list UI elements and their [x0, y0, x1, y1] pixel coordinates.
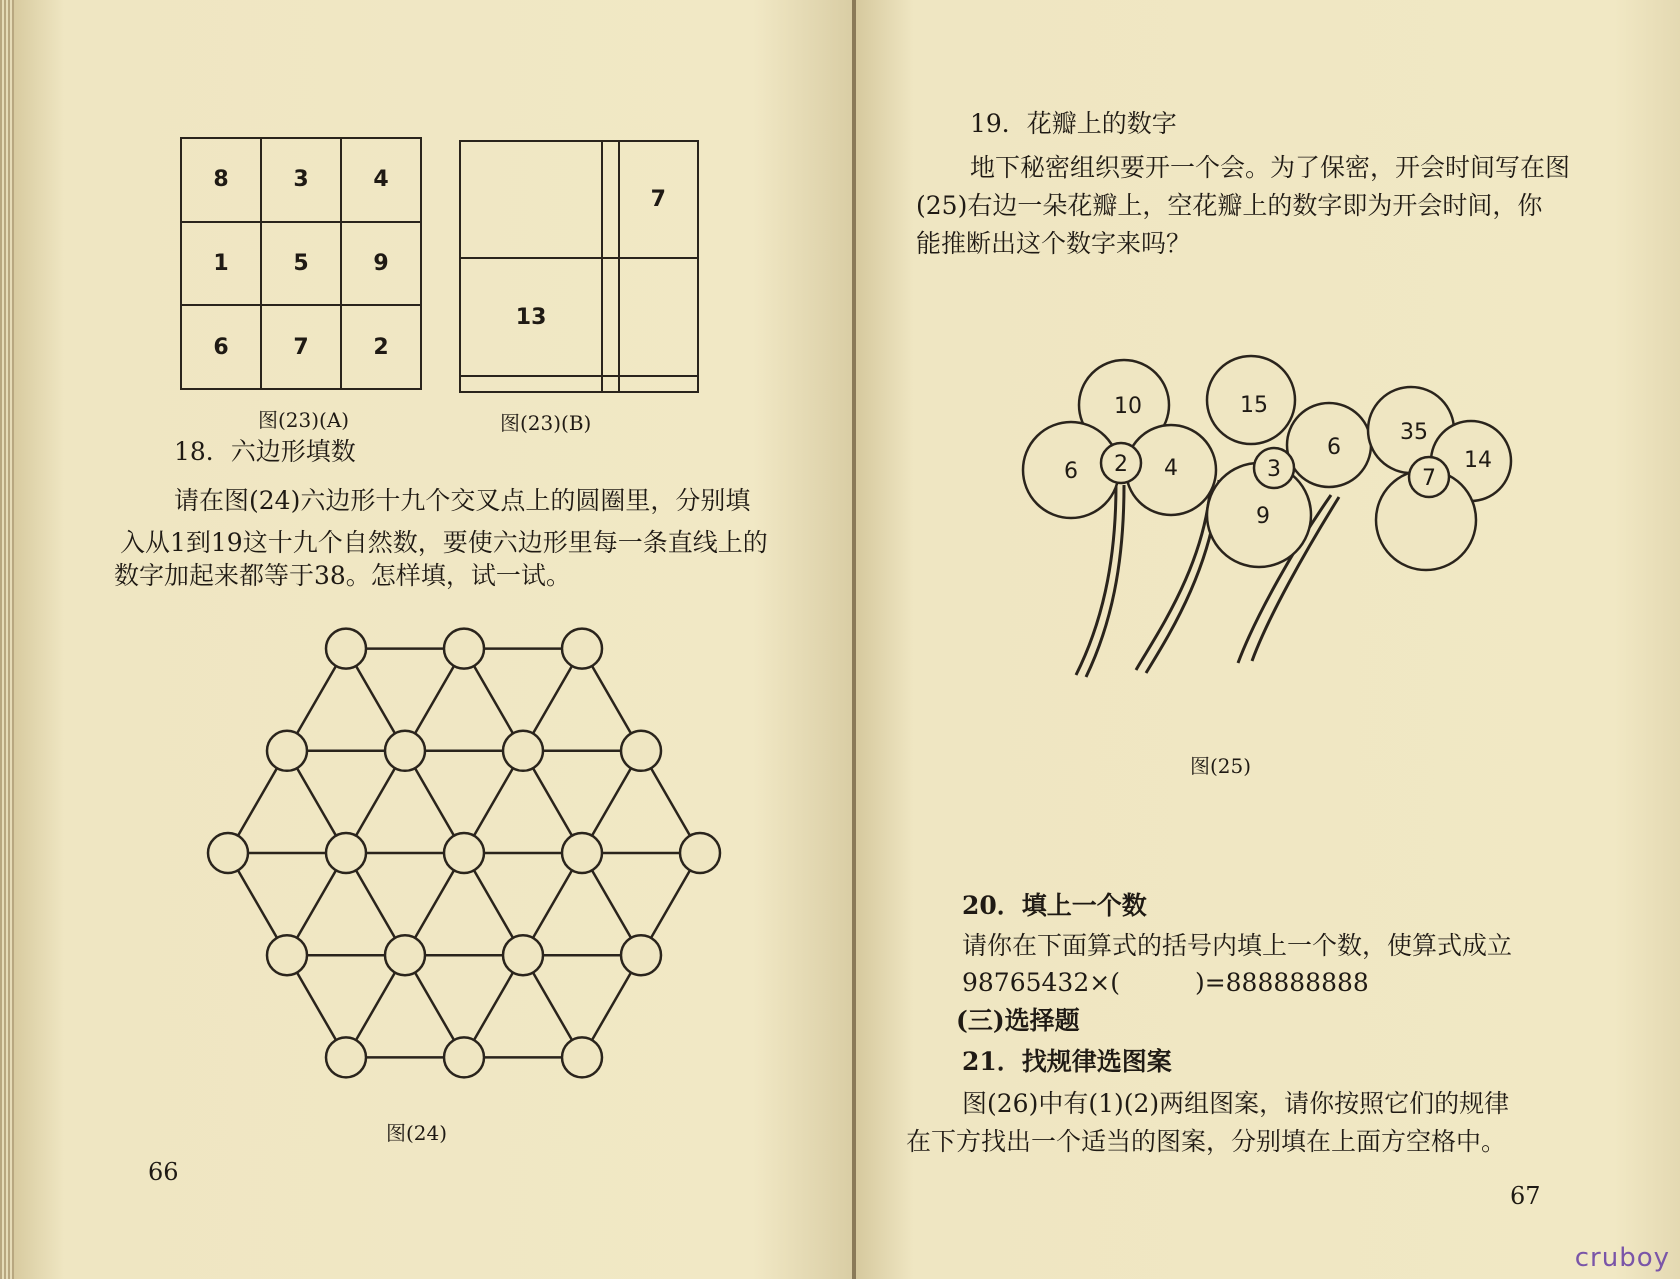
q18-line-1: 请在图(24)六边形十九个交叉点上的圆圈里，分别填: [174, 486, 751, 515]
q18-title: 18．六边形填数: [174, 437, 356, 466]
q20-line: 请你在下面算式的括号内填上一个数，使算式成立: [962, 931, 1513, 960]
hexagon-node-circle: [562, 833, 602, 873]
fig23b-caption: 图(23)(B): [500, 411, 592, 435]
petal-value: 15: [1240, 393, 1268, 418]
q19-line-2: (25)右边一朵花瓣上，空花瓣上的数字即为开会时间，你: [916, 191, 1543, 220]
hexagon-node-circle: [326, 629, 366, 669]
grid-cell: [602, 141, 618, 258]
center-value: 7: [1422, 466, 1436, 491]
q21-line-2: 在下方找出一个适当的图案，分别填在上面方空格中。: [906, 1127, 1507, 1156]
grid-cell: [460, 376, 602, 392]
petal-value: 10: [1114, 394, 1142, 419]
hexagon-node-circle: [267, 935, 307, 975]
center-value: 2: [1114, 452, 1128, 477]
petal-value: 4: [1164, 456, 1178, 481]
hexagon-node-circle: [621, 935, 661, 975]
grid-row: [460, 141, 698, 258]
q19-line-1: 地下秘密组织要开一个会。为了保密，开会时间写在图: [970, 153, 1571, 182]
magic-square-b: [459, 140, 699, 393]
q20-title: 20．填上一个数: [962, 891, 1147, 920]
hexagon-line: [464, 649, 641, 956]
grid-cell: 13: [460, 258, 602, 375]
hexagon-node-circle: [503, 731, 543, 771]
grid-row: [460, 258, 698, 375]
grid-cell: 4: [341, 138, 421, 222]
hexagon-line: [464, 751, 641, 1058]
grid-cell: 1: [181, 222, 261, 306]
grid-row: [181, 222, 421, 306]
q18-line-3: 数字加起来都等于38。怎样填，试一试。: [114, 561, 571, 590]
hexagon-node-circle: [444, 629, 484, 669]
fig25-caption: 图(25): [1190, 754, 1252, 778]
fig24-caption: 图(24): [386, 1121, 448, 1145]
hexagon-node-circle: [562, 629, 602, 669]
grid-row: [181, 305, 421, 389]
grid-cell: 9: [341, 222, 421, 306]
hexagon-line: [287, 751, 464, 1058]
section-3-title: (三)选择题: [956, 1006, 1080, 1035]
grid-cell: 7: [619, 141, 698, 258]
hexagon-node-circle: [444, 833, 484, 873]
petal-value: 9: [1256, 504, 1270, 529]
magic-square-a: [180, 137, 422, 390]
page-number-left: 66: [148, 1158, 179, 1186]
q19-line-3: 能推断出这个数字来吗？: [916, 229, 1192, 258]
flower-3: [1368, 387, 1511, 570]
watermark-logo: cruboy: [1574, 1243, 1670, 1273]
grid-cell: [619, 258, 698, 375]
flower-diagram: [1006, 345, 1492, 685]
q21-title: 21．找规律选图案: [962, 1047, 1172, 1076]
flower-1: [1023, 360, 1216, 518]
hexagon-diagram: [184, 615, 744, 1095]
grid-cell: 7: [261, 305, 341, 389]
page-edges: [0, 0, 14, 1279]
petal-value: 35: [1400, 420, 1428, 445]
grid-cell: 2: [341, 305, 421, 389]
left-page: [14, 0, 854, 1279]
hexagon-node-circle: [385, 731, 425, 771]
hexagon-node-circle: [385, 935, 425, 975]
grid-cell: 6: [181, 305, 261, 389]
hexagon-line: [287, 649, 464, 956]
grid-cell: [602, 376, 618, 392]
hexagon-node-circle: [326, 1037, 366, 1077]
grid-cell: 8: [181, 138, 261, 222]
hexagon-node-circle: [326, 833, 366, 873]
flower-2: [1207, 356, 1371, 567]
petal-value: 6: [1327, 435, 1341, 460]
grid-cell: [619, 376, 698, 392]
grid-cell: [460, 141, 602, 258]
hexagon-node-circle: [208, 833, 248, 873]
grid-row: [460, 376, 698, 392]
hexagon-node-circle: [621, 731, 661, 771]
hexagon-node-circle: [562, 1037, 602, 1077]
grid-cell: 5: [261, 222, 341, 306]
grid-cell: 3: [261, 138, 341, 222]
q20-equation: 98765432×( )=888888888: [962, 968, 1369, 997]
grid-row: [181, 138, 421, 222]
petal-value: 14: [1464, 448, 1492, 473]
petal-value: 6: [1064, 459, 1078, 484]
page-number-right: 67: [1510, 1182, 1541, 1210]
q21-line-1: 图(26)中有(1)(2)两组图案，请你按照它们的规律: [962, 1089, 1510, 1118]
hexagon-node-circle: [444, 1037, 484, 1077]
q18-line-2: 入从1到19这十九个自然数，要使六边形里每一条直线上的: [120, 528, 768, 557]
hexagon-node-circle: [267, 731, 307, 771]
q19-title: 19．花瓣上的数字: [970, 109, 1177, 138]
fig23a-caption: 图(23)(A): [258, 408, 350, 432]
grid-cell: [602, 258, 618, 375]
hexagon-node-circle: [680, 833, 720, 873]
hexagon-node-circle: [503, 935, 543, 975]
right-page: [856, 0, 1680, 1279]
center-value: 3: [1267, 457, 1281, 482]
